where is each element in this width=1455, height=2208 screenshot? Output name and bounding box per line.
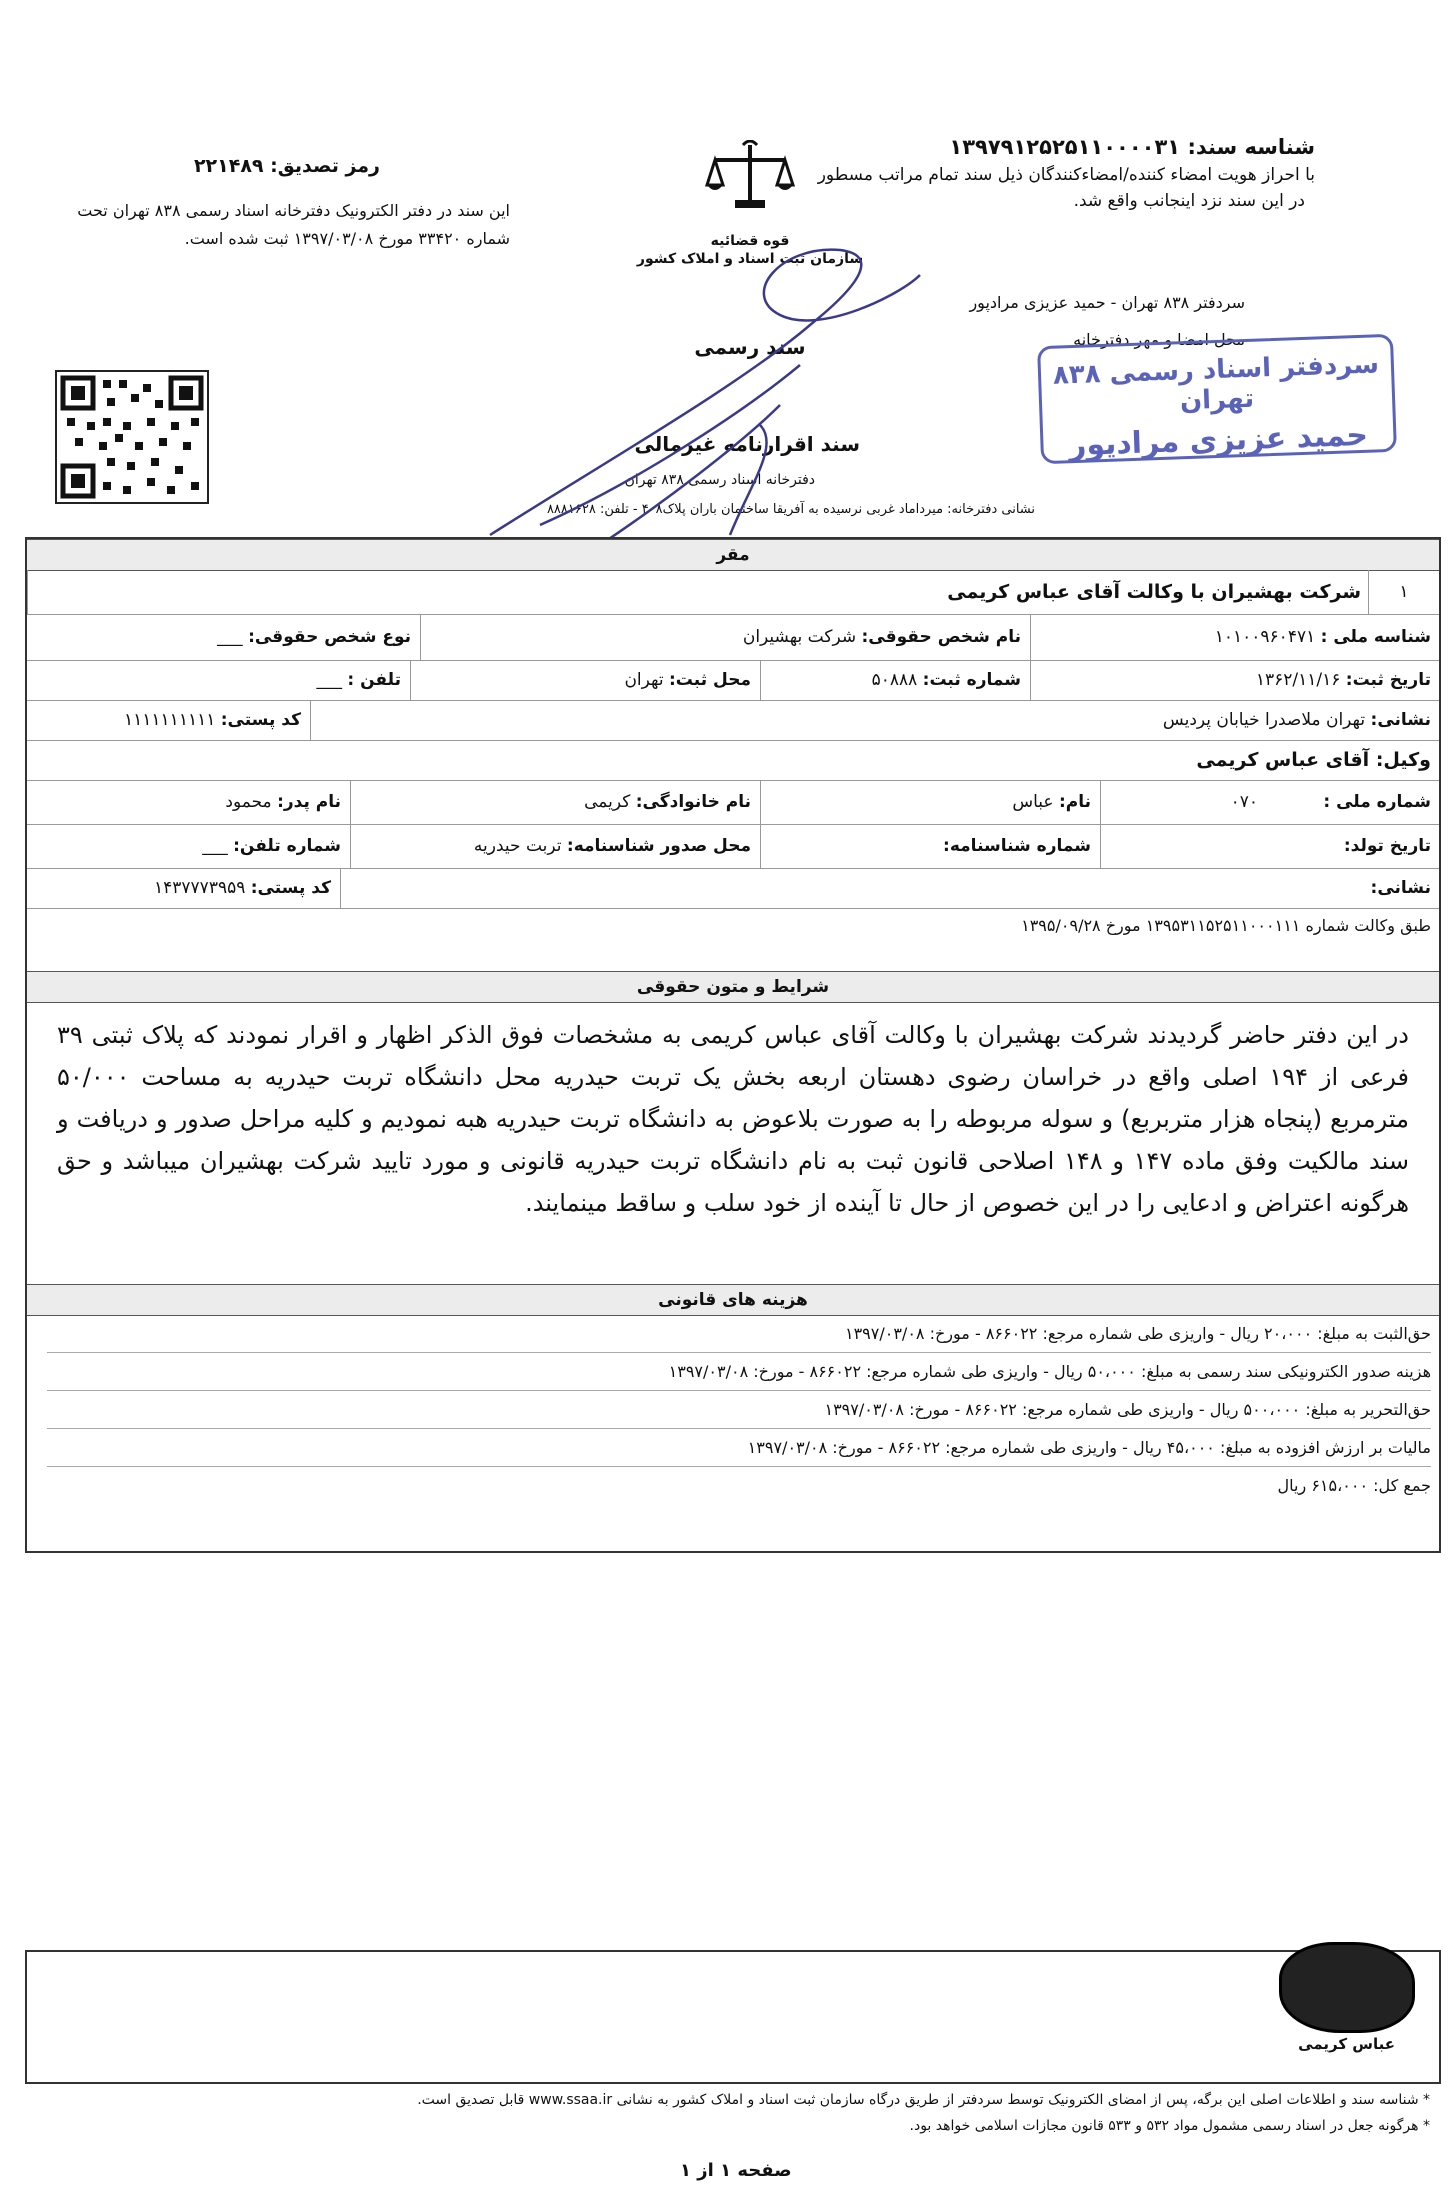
section-header-seat: مقر	[27, 539, 1439, 571]
office-stamp	[1037, 334, 1397, 464]
sign-place-label: محل امضا و مهر دفترخانه	[1073, 330, 1245, 349]
first-name	[760, 780, 1099, 824]
last-name-label: نام خانوادگی:	[635, 792, 751, 812]
company-row-3	[27, 700, 1439, 741]
reg-place	[410, 660, 759, 700]
agent-phone-value: ___	[202, 836, 228, 856]
legal-name-value: شرکت بهشیران	[742, 627, 857, 647]
confirm-code-value: ۲۲۱۴۸۹	[193, 155, 264, 177]
agent-postal-label: کد پستی:	[250, 878, 331, 898]
registration-line-2: شماره ۳۳۴۲۰ مورخ ۱۳۹۷/۰۳/۰۸ ثبت شده است.	[184, 229, 510, 248]
confirm-code-label: رمز تصدیق:	[270, 155, 380, 177]
reg-no-label: شماره ثبت:	[922, 670, 1021, 690]
id-place	[350, 824, 759, 868]
notary-name: سردفتر ۸۳۸ تهران - حمید عزیزی مرادپور	[969, 293, 1245, 312]
signature-box	[25, 1950, 1441, 2084]
office-name: دفترخانه اسناد رسمی ۸۳۸ تهران	[624, 472, 815, 488]
stamp-line-1: سردفتر اسناد رسمی ۸۳۸ تهران	[1052, 349, 1380, 417]
fee-item: هزینه صدور الکترونیکی سند رسمی به مبلغ: ۵۰،۰۰۰ ریال - واریزی طی شماره مرجع: ۸۶۶۰۲۲ - مورخ: ۱۳۹۷/۰۳/۰۸	[47, 1354, 1431, 1391]
company-address	[310, 700, 1439, 740]
last-name	[350, 780, 759, 824]
reg-place-value: تهران	[624, 670, 664, 690]
father-value: محمود	[225, 792, 272, 812]
id-no-label: شماره شناسنامه:	[943, 836, 1091, 856]
doc-id-label: شناسه سند:	[1187, 135, 1315, 159]
document-body	[25, 537, 1441, 1553]
verify-line-2: در این سند نزد اینجانب واقع شد.	[1073, 191, 1305, 211]
qr-code	[55, 370, 209, 504]
verify-line-1: با احراز هویت امضاء کننده/امضاءکنندگان ذیل سند تمام مراتب مسطور	[817, 165, 1315, 185]
agent-address-label: نشانی:	[1370, 878, 1431, 898]
agent-row-2	[27, 824, 1439, 869]
agent-nid	[1100, 780, 1439, 824]
national-id	[1030, 614, 1439, 660]
company-phone	[27, 660, 409, 700]
agent-row-1	[27, 780, 1439, 825]
legal-name-label: نام شخص حقوقی:	[861, 627, 1021, 647]
agent-nid-label: شماره ملی :	[1323, 792, 1431, 812]
judiciary-emblem-icon	[590, 140, 910, 231]
agent-postal-value: ۱۴۳۷۷۷۳۹۵۹	[154, 878, 246, 898]
company-row-2	[27, 660, 1439, 701]
signatory-name: عباس کریمی	[1298, 2035, 1395, 2053]
registry-org-name: سازمان ثبت اسناد و املاک کشور	[636, 251, 864, 267]
phone-value: ___	[316, 670, 343, 690]
notary-signature	[480, 235, 930, 555]
address-label: نشانی:	[1370, 710, 1431, 730]
doc-header-left	[30, 155, 510, 255]
phone-label: تلفن :	[347, 670, 401, 690]
legal-type-label: نوع شخص حقوقی:	[248, 627, 411, 647]
company-postal	[27, 700, 309, 740]
agent-address	[340, 868, 1439, 908]
party-index: ۱	[1368, 570, 1439, 614]
last-name-value: کریمی	[584, 792, 631, 812]
section-header-fees: هزینه های قانونی	[27, 1284, 1439, 1316]
company-row-1	[27, 614, 1439, 661]
footer-note-2: * هرگونه جعل در اسناد رسمی مشمول مواد ۵۳۲ و ۵۳۳ قانون مجازات اسلامی خواهد بود.	[909, 2118, 1430, 2134]
id-number	[760, 824, 1099, 868]
reg-date-label: تاریخ ثبت:	[1345, 670, 1431, 690]
party-row	[27, 570, 1439, 615]
reg-no-value: ۵۰۸۸۸	[871, 670, 918, 690]
id-place-label: محل صدور شناسنامه:	[566, 836, 751, 856]
page-number: صفحه ۱ از ۱	[680, 2160, 792, 2181]
birth-date	[1100, 824, 1439, 868]
judiciary-name: قوه قضائیه	[710, 233, 790, 249]
doc-id-value: ۱۳۹۷۹۱۲۵۲۵۱۱۰۰۰۰۳۱	[949, 135, 1181, 159]
agent-row-3	[27, 868, 1439, 909]
section-header-terms: شرایط و متون حقوقی	[27, 971, 1439, 1003]
legal-type	[27, 614, 419, 660]
agent	[27, 740, 1439, 780]
reg-date-value: ۱۳۶۲/۱۱/۱۶	[1255, 670, 1341, 690]
address-value: تهران ملاصدرا خیابان پردیس	[1162, 710, 1366, 730]
fee-item: حق‌الثبت به مبلغ: ۲۰،۰۰۰ ریال - واریزی طی شماره مرجع: ۸۶۶۰۲۲ - مورخ: ۱۳۹۷/۰۳/۰۸	[47, 1316, 1431, 1353]
agent-nid-value: ۰۷۰	[1230, 792, 1258, 812]
fingerprint-icon	[1279, 1942, 1415, 2033]
fee-total: جمع کل: ۶۱۵،۰۰۰ ریال	[1277, 1476, 1431, 1495]
footer-note-1: * شناسه سند و اطلاعات اصلی این برگه، پس از امضای الکترونیک توسط سردفتر از طریق درگاه سازمان ثبت اسناد و املاک کشور به نشانی www.ssaa.ir قابل تصدیق است.	[417, 2092, 1430, 2108]
first-name-label: نام:	[1058, 792, 1091, 812]
reg-date	[1030, 660, 1439, 700]
id-place-value: تربت حیدریه	[473, 836, 562, 856]
legal-type-value: ___	[217, 627, 243, 647]
doc-kind: سند رسمی	[694, 335, 806, 359]
reg-no	[760, 660, 1029, 700]
national-id-label: شناسه ملی :	[1320, 627, 1431, 647]
postal-label: کد پستی:	[220, 710, 301, 730]
first-name-value: عباس	[1012, 792, 1054, 812]
father-label: نام پدر:	[277, 792, 341, 812]
agent-postal	[27, 868, 339, 908]
agent-phone	[27, 824, 349, 868]
poa-row	[27, 908, 1439, 944]
office-address: نشانی دفترخانه: میرداماد غربی نرسیده به آفریقا ساختمان باران پلاک۴۰۸ - تلفن: ۸۸۸۱۶۲۸	[546, 502, 1035, 517]
agent-phone-label: شماره تلفن:	[233, 836, 341, 856]
document-title: سند اقرارنامه غیرمالی	[634, 432, 860, 456]
birth-label: تاریخ تولد:	[1343, 836, 1431, 856]
postal-value: ۱۱۱۱۱۱۱۱۱۱	[124, 710, 216, 730]
confirm-code	[30, 155, 510, 177]
stamp-line-2: حمید عزیزی مرادپور	[1068, 417, 1369, 464]
registration-line-1: این سند در دفتر الکترونیک دفترخانه اسناد رسمی ۸۳۸ تهران تحت	[77, 201, 510, 220]
agent-value: آقای عباس کریمی	[1196, 749, 1370, 771]
fee-item: حق‌التحریر به مبلغ: ۵۰۰،۰۰۰ ریال - واریزی طی شماره مرجع: ۸۶۶۰۲۲ - مورخ: ۱۳۹۷/۰۳/۰۸	[47, 1392, 1431, 1429]
agent-row	[27, 740, 1439, 781]
power-of-attorney: طبق وکالت شماره ۱۳۹۵۳۱۱۵۲۵۱۱۰۰۰۱۱۱ مورخ ۱۳۹۵/۰۹/۲۸	[1021, 916, 1431, 935]
reg-place-label: محل ثبت:	[669, 670, 751, 690]
father-name	[27, 780, 349, 824]
terms-text: در این دفتر حاضر گردیدند شرکت بهشیران با وکالت آقای عباس کریمی به مشخصات فوق الذکر اظهار و اقرار نمودند که پلاک ثبتی ۳۹ فرعی از ۱۹۴ اصلی واقع در خراسان رضوی دهستان اربعه بخش یک تربت حیدریه محل دانشگاه تربت حیدریه به مساحت ۵۰/۰۰۰ مترمربع (پنجاه هزار متربربع) و سوله مربوطه را به صورت بلاعوض به دانشگاه تربت حیدریه هبه نمودیم و کلیه مراحل صدور و دریافت و سند مالکیت وفق ماده ۱۴۷ و ۱۴۸ اصلاحی قانون ثبت به نام دانشگاه تربت حیدریه قانونی و مورد تایید شرکت بهشیران میباشد و حق هرگونه اعتراض و ادعایی را در این خصوص از حال تا آینده از خود سلب و ساقط مینمایند.	[57, 1021, 1410, 1217]
fee-item: مالیات بر ارزش افزوده به مبلغ: ۴۵،۰۰۰ ریال - واریزی طی شماره مرجع: ۸۶۶۰۲۲ - مورخ: ۱۳۹۷/۰۳/۰۸	[47, 1430, 1431, 1467]
party-name: شرکت بهشیران با وکالت آقای عباس کریمی	[27, 570, 1369, 614]
agent-label: وکیل:	[1375, 749, 1431, 771]
legal-name	[420, 614, 1029, 660]
national-id-value: ۱۰۱۰۰۹۶۰۴۷۱	[1214, 627, 1316, 647]
